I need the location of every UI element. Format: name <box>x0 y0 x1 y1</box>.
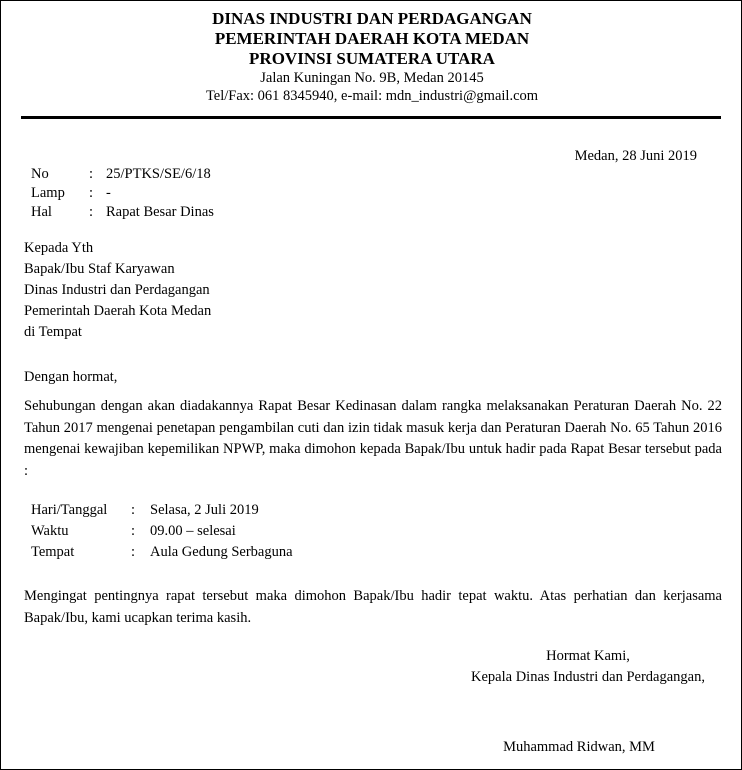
signer-name: Muhammad Ridwan, MM <box>503 739 655 755</box>
schedule-label: Tempat <box>31 544 75 560</box>
meta-value: Rapat Besar Dinas <box>106 204 214 220</box>
schedule-row-date <box>31 500 293 521</box>
meta-separator: : <box>89 204 94 220</box>
letterhead-agency: DINAS INDUSTRI DAN PERDAGANGAN <box>212 9 532 28</box>
greeting: Dengan hormat, <box>24 369 118 385</box>
recipient-line: Kepada Yth <box>24 240 94 256</box>
meta-row-number <box>31 165 214 184</box>
schedule-separator: : <box>131 544 136 560</box>
recipient-line: Dinas Industri dan Perdagangan <box>24 282 210 298</box>
letterhead <box>1 9 742 105</box>
letter-date: Medan, 28 Juni 2019 <box>574 148 697 164</box>
letterhead-government: PEMERINTAH DAERAH KOTA MEDAN <box>214 29 530 48</box>
schedule-separator: : <box>131 502 136 518</box>
meta-separator: : <box>89 185 94 201</box>
schedule-value: 09.00 – selesai <box>150 523 236 539</box>
schedule-label: Hari/Tanggal <box>31 502 108 518</box>
meeting-schedule <box>31 500 293 563</box>
schedule-row-place <box>31 542 293 563</box>
recipient-line: Bapak/Ibu Staf Karyawan <box>24 261 175 277</box>
body-paragraph-1: Sehubungan dengan akan diadakannya Rapat Besar Kedinasan dalam rangka melaksanakan Peraturan Daerah No. 22 Tahun 2017 mengenai penetapan pengambilan cuti dan izin tidak masuk kerja dan Peraturan Daerah No. 65 Tahun 2016 mengenai kewajiban kepemilikan NPWP, maka dimohon kepada Bapak/Ibu untuk hadir pada Rapat Besar tersebut pada : <box>24 398 722 479</box>
recipient-block <box>24 238 211 343</box>
closing-salutation: Hormat Kami, <box>546 648 630 664</box>
recipient-line: Pemerintah Daerah Kota Medan <box>24 303 212 319</box>
meta-separator: : <box>89 166 94 182</box>
meta-value: - <box>106 185 111 201</box>
recipient-line: di Tempat <box>24 324 82 340</box>
letterhead-address: Jalan Kuningan No. 9B, Medan 20145 <box>260 70 484 86</box>
signer-position: Kepala Dinas Industri dan Perdagangan, <box>471 669 705 685</box>
schedule-separator: : <box>131 523 136 539</box>
meta-label: No <box>31 166 49 182</box>
meta-row-subject <box>31 203 214 222</box>
letter-meta <box>31 165 214 222</box>
closing-block <box>445 646 731 688</box>
letterhead-contact: Tel/Fax: 061 8345940, e-mail: mdn_industri@gmail.com <box>205 88 539 104</box>
meta-label: Lamp <box>31 185 65 201</box>
letterhead-province: PROVINSI SUMATERA UTARA <box>249 49 495 68</box>
meta-row-attachment <box>31 184 214 203</box>
meta-label: Hal <box>31 204 52 220</box>
letterhead-divider <box>21 116 721 119</box>
meta-value: 25/PTKS/SE/6/18 <box>106 166 211 182</box>
schedule-value: Selasa, 2 Juli 2019 <box>150 502 259 518</box>
schedule-value: Aula Gedung Serbaguna <box>150 544 293 560</box>
schedule-row-time <box>31 521 293 542</box>
schedule-label: Waktu <box>31 523 69 539</box>
body-paragraph-2: Mengingat pentingnya rapat tersebut maka dimohon Bapak/Ibu hadir tepat waktu. Atas perhatian dan kerjasama Bapak/Ibu, kami ucapkan terima kasih. <box>24 588 722 626</box>
